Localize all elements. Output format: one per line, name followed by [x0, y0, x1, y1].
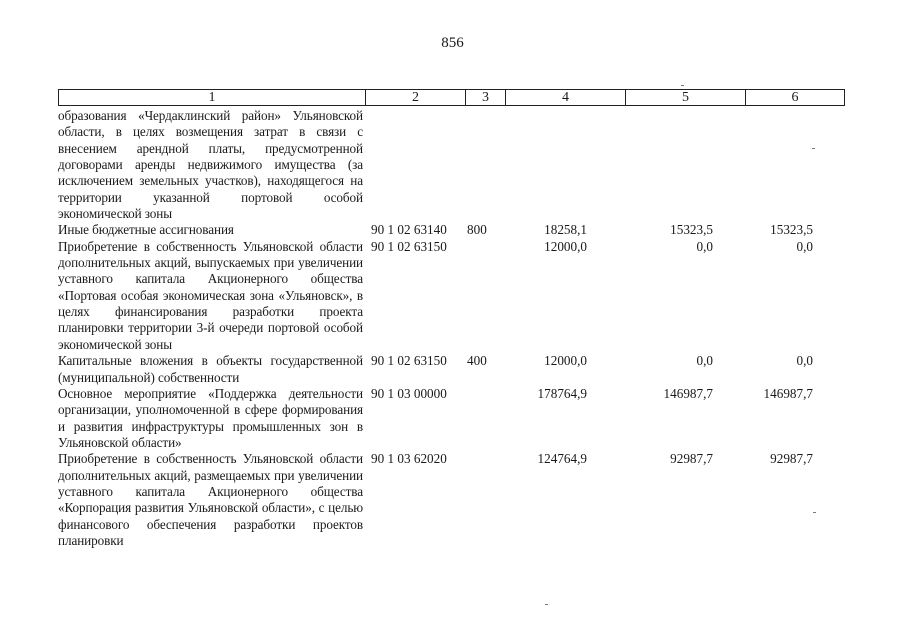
table-row: [58, 222, 845, 238]
row-name: Приобретение в собственность Ульяновской области дополнительных акций, размещаемых при увеличении уставного капитала Акционерного общества «Корпорация развития Ульяновской области», с целью финансового обеспечения разработки проектов планировки: [58, 451, 363, 548]
row-code: [363, 108, 465, 222]
row-value-col6: [745, 108, 845, 222]
row-type: 800: [467, 222, 487, 238]
scan-speck: [545, 604, 548, 605]
row-value-col6: 0,0: [796, 238, 813, 254]
table-row: [58, 386, 845, 451]
table-body: [58, 108, 845, 549]
row-value-col6: 15323,5: [770, 222, 813, 238]
row-type: 400: [467, 353, 487, 369]
row-value-col6: 92987,7: [770, 451, 813, 467]
scan-speck: [812, 148, 815, 149]
row-type: [465, 108, 505, 222]
header-col-3: 3: [466, 90, 506, 105]
row-code: 90 1 02 63150: [371, 353, 447, 369]
row-value-col5: 0,0: [696, 353, 713, 369]
row-value-col5: 92987,7: [670, 451, 713, 467]
row-name: Приобретение в собственность Ульяновской области дополнительных акций, выпускаемых при увеличении уставного капитала Акционерного общества «Портовая особая экономическая зона «Ульяновск», в целях финансирования разработки проекта планировки территории 3-й очереди портовой особой экономической зоны: [58, 238, 363, 352]
table-row: [58, 353, 845, 386]
row-code: 90 1 02 63140: [371, 222, 447, 238]
header-col-4: 4: [506, 90, 626, 105]
row-value-col5: [625, 108, 745, 222]
row-type: [465, 386, 505, 451]
row-name: Капитальные вложения в объекты государственной (муниципальной) собственности: [58, 353, 363, 385]
row-value-col6: 146987,7: [763, 385, 813, 401]
row-value-col4: 12000,0: [544, 238, 587, 254]
table-row: [58, 239, 845, 353]
row-value-col4: [505, 108, 625, 222]
header-col-6: 6: [791, 90, 799, 105]
row-value-col4: 124764,9: [537, 451, 587, 467]
row-code: 90 1 03 00000: [371, 385, 447, 401]
row-value-col4: 178764,9: [537, 385, 587, 401]
table-row: [58, 451, 845, 549]
row-type: [465, 239, 505, 353]
row-value-col5: 146987,7: [663, 385, 713, 401]
row-value-col4: 12000,0: [544, 353, 587, 369]
row-code: 90 1 02 63150: [371, 238, 447, 254]
row-name: Иные бюджетные ассигнования: [58, 222, 234, 238]
row-name: образования «Чердаклинский район» Ульяновской области, в целях возмещения затрат в связи с внесением арендной платы, предусмотренной договорами аренды недвижимого имущества (за исключением земельных участков), находящегося на территории указанной портовой особой экономической зоны: [58, 108, 363, 222]
row-type: [465, 451, 505, 549]
scan-speck: [813, 512, 816, 513]
row-value-col5: 0,0: [696, 238, 713, 254]
row-name: Основное мероприятие «Поддержка деятельности организации, уполномоченной в сфере формирования и развития инфраструктуры промышленных зон в Ульяновской области»: [58, 385, 363, 450]
table-header-row: [58, 89, 845, 106]
page-number: 856: [441, 35, 464, 51]
header-col-1: 1: [59, 90, 366, 105]
row-value-col4: 18258,1: [544, 222, 587, 238]
scan-speck: [681, 85, 684, 86]
table-row: [58, 108, 845, 222]
row-value-col6: 0,0: [796, 353, 813, 369]
header-col-5: 5: [626, 90, 746, 105]
header-col-2: 2: [366, 90, 466, 105]
row-value-col5: 15323,5: [670, 222, 713, 238]
row-code: 90 1 03 62020: [371, 451, 447, 467]
